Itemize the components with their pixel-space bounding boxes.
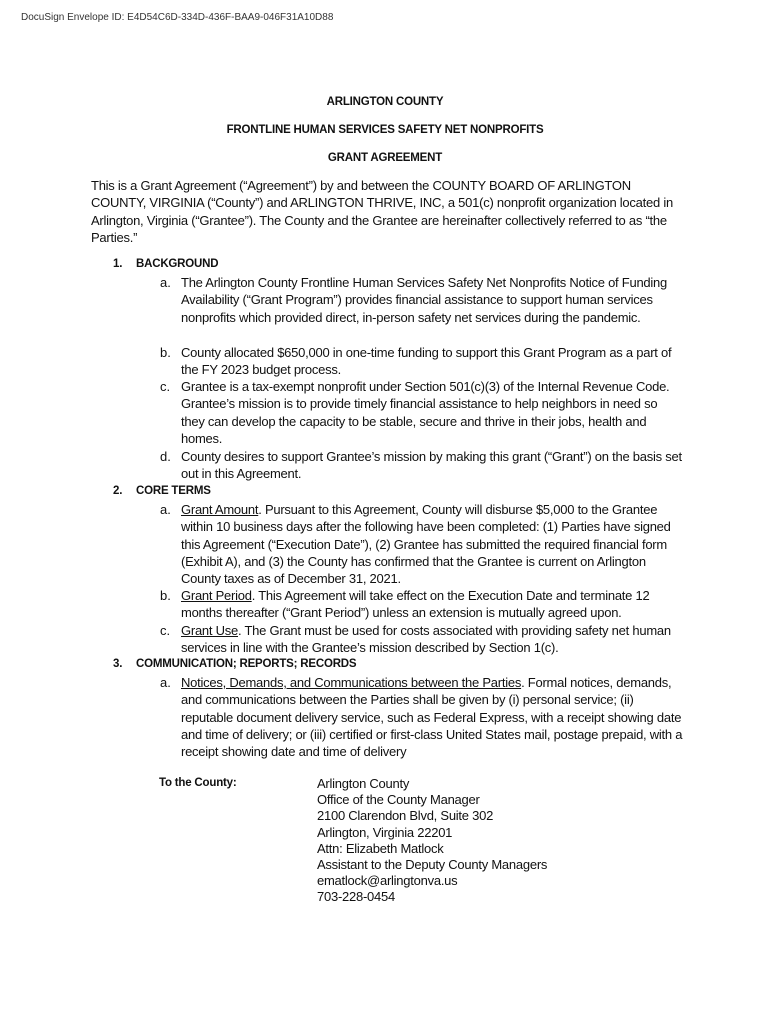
address-line: Office of the County Manager (317, 792, 480, 808)
background-item-a: The Arlington County Frontline Human Services Safety Net Nonprofits Notice of Funding Availability (“Grant Program”) provides financial assistance to support human services nonprofits which provided direct, in-person safety net services during the pandemic. (181, 275, 667, 325)
grant-amount-heading: Grant Amount (181, 502, 259, 517)
core-terms-item-a (181, 501, 684, 587)
section-title: CORE TERMS (136, 485, 211, 497)
section-title: COMMUNICATION; REPORTS; RECORDS (136, 658, 357, 670)
address-line: Arlington, Virginia 22201 (317, 824, 453, 840)
item-letter: d. (160, 449, 171, 464)
address-line: 2100 Clarendon Blvd, Suite 302 (317, 808, 494, 824)
communication-item-a (181, 674, 684, 760)
core-terms-item-c (181, 622, 684, 657)
address-line: Arlington County (317, 776, 410, 791)
section-title: BACKGROUND (136, 258, 219, 270)
address-label: To the County: (159, 777, 237, 789)
address-line: Assistant to the Deputy County Managers (317, 857, 548, 873)
county-title: ARLINGTON COUNTY (326, 96, 444, 108)
notices-text: . Formal notices, demands, and communications between the Parties shall be given by (i) personal service; (ii) reputable document delivery service, such as Federal Express, with a receipt showing date and time of delivery; or (iii) certified or first-class United States mail, postage prepaid, with a receipt showing date and time of delivery (181, 675, 683, 760)
item-letter: c. (160, 623, 171, 638)
background-item-b: County allocated $650,000 in one-time funding to support this Grant Program as a part of the FY 2023 budget process. (181, 345, 672, 378)
docusign-envelope-id: DocuSign Envelope ID: E4D54C6D-334D-436F-BAA9-046F31A10D88 (21, 12, 334, 23)
section-number: 3. (113, 658, 123, 670)
grant-use-heading: Grant Use (181, 623, 238, 638)
county-address-block (317, 776, 547, 906)
address-line: Attn: Elizabeth Matlock (317, 840, 444, 856)
agreement-title: GRANT AGREEMENT (327, 152, 443, 164)
intro-paragraph: This is a Grant Agreement (“Agreement”) by and between the COUNTY BOARD OF ARLINGTON COUNTY, VIRGINIA (“County”) and ARLINGTON THRIVE, INC, a 501(c) nonprofit organization located in Arlington, Virginia (“Grantee”). The County and the Grantee are hereinafter collectively referred to as “the Parties.” (91, 178, 673, 245)
background-item-c: Grantee is a tax-exempt nonprofit under Section 501(c)(3) of the Internal Revenue Code. Grantee’s mission is to provide timely financial assistance to help neighbors in need so they can develop the capacity to be stable, secure and thrive in their jobs, health and homes. (181, 379, 670, 446)
grant-use-text: . The Grant must be used for costs associated with providing safety net human services in line with the Grantee’s mission described by Section 1(c). (181, 623, 671, 656)
notices-heading: Notices, Demands, and Communications between the Parties (181, 675, 522, 690)
item-letter: b. (160, 588, 171, 603)
item-letter: b. (160, 345, 171, 360)
grant-amount-text: . Pursuant to this Agreement, County will disburse $5,000 to the Grantee within 10 business days after the following have been completed: (1) Parties have signed this Agreement (“Execution Date”), (2) Grantee has submitted the required financial form (Exhibit A), and (3) the County has confirmed that the Grantee is current on Arlington County taxes as of December 31, 2021. (181, 502, 671, 587)
section-number: 2. (113, 485, 123, 497)
program-title: FRONTLINE HUMAN SERVICES SAFETY NET NONPROFITS (226, 124, 544, 136)
core-terms-item-b (181, 587, 684, 622)
item-letter: a. (160, 675, 171, 690)
background-item-d: County desires to support Grantee’s mission by making this grant (“Grant”) on the basis set out in this Agreement. (181, 449, 682, 482)
item-letter: c. (160, 379, 171, 394)
address-phone: 703-228-0454 (317, 889, 395, 905)
item-letter: a. (160, 275, 171, 290)
address-email: ematlock@arlingtonva.us (317, 873, 458, 889)
grant-period-heading: Grant Period (181, 588, 252, 603)
section-number: 1. (113, 258, 123, 270)
grant-period-text: . This Agreement will take effect on the Execution Date and terminate 12 months thereafter (“Grant Period”) unless an extension is mutually agreed upon. (181, 588, 650, 621)
item-letter: a. (160, 502, 171, 517)
